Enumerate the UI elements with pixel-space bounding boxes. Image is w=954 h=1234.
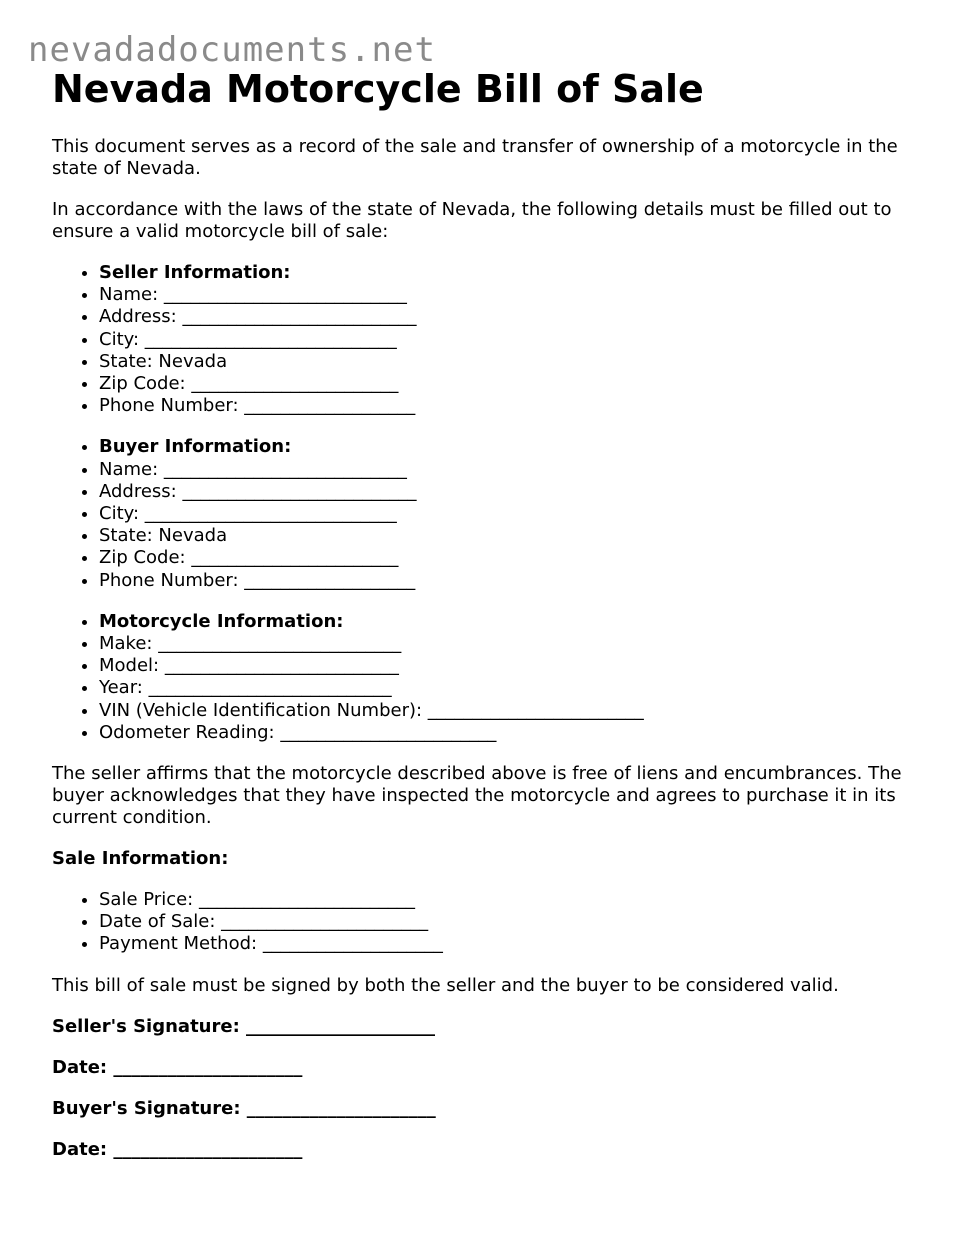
sale-information-list <box>52 889 912 956</box>
watermark: nevadadocuments.net <box>28 30 436 70</box>
seller-name-field: • Name: ___________________________ <box>99 284 912 306</box>
motorcycle-vin-field: • VIN (Vehicle Identification Number): ________________________ <box>99 700 912 722</box>
motorcycle-heading: • Motorcycle Information: <box>99 611 912 633</box>
motorcycle-make-field: • Make: ___________________________ <box>99 633 912 655</box>
buyer-signature-line: Buyer's Signature: _____________________ <box>52 1097 436 1119</box>
affirmation-paragraph: The seller affirms that the motorcycle described above is free of liens and encumbrances. The buyer acknowledges that they have inspected the motorcycle and agrees to purchase it in its current condition. <box>52 763 902 829</box>
seller-information-list <box>52 262 912 417</box>
sale-price-field: • Sale Price: ________________________ <box>99 889 912 911</box>
document-body <box>52 66 912 1180</box>
seller-city-field: • City: ____________________________ <box>99 329 912 351</box>
validity-paragraph: This bill of sale must be signed by both the seller and the buyer to be considered valid. <box>52 974 839 996</box>
buyer-state-field: • State: Nevada <box>99 525 912 547</box>
sale-date-field: • Date of Sale: _______________________ <box>99 911 912 933</box>
buyer-zip-field: • Zip Code: _______________________ <box>99 547 912 569</box>
seller-phone-field: • Phone Number: ___________________ <box>99 395 912 417</box>
buyer-city-field: • City: ____________________________ <box>99 503 912 525</box>
seller-date-line: Date: _____________________ <box>52 1056 303 1078</box>
buyer-phone-field: • Phone Number: ___________________ <box>99 570 912 592</box>
seller-zip-field: • Zip Code: _______________________ <box>99 373 912 395</box>
buyer-information-list <box>52 436 912 591</box>
motorcycle-model-field: • Model: __________________________ <box>99 655 912 677</box>
seller-state-field: • State: Nevada <box>99 351 912 373</box>
seller-heading: • Seller Information: <box>99 262 912 284</box>
requirements-paragraph: In accordance with the laws of the state of Nevada, the following details must be filled out to ensure a valid motorcycle bill of sale: <box>52 199 892 242</box>
buyer-heading: • Buyer Information: <box>99 436 912 458</box>
buyer-name-field: • Name: ___________________________ <box>99 459 912 481</box>
seller-signature-line: Seller's Signature: _____________________ <box>52 1015 436 1037</box>
payment-method-field: • Payment Method: ____________________ <box>99 933 912 955</box>
buyer-date-line: Date: _____________________ <box>52 1138 303 1160</box>
intro-paragraph: This document serves as a record of the sale and transfer of ownership of a motorcycle in the state of Nevada. <box>52 136 898 179</box>
sale-heading: Sale Information: <box>52 848 229 870</box>
motorcycle-information-list <box>52 611 912 744</box>
motorcycle-odometer-field: • Odometer Reading: ________________________ <box>99 722 912 744</box>
seller-address-field: • Address: __________________________ <box>99 306 912 328</box>
page-title: Nevada Motorcycle Bill of Sale <box>52 67 704 111</box>
buyer-address-field: • Address: __________________________ <box>99 481 912 503</box>
motorcycle-year-field: • Year: ___________________________ <box>99 677 912 699</box>
